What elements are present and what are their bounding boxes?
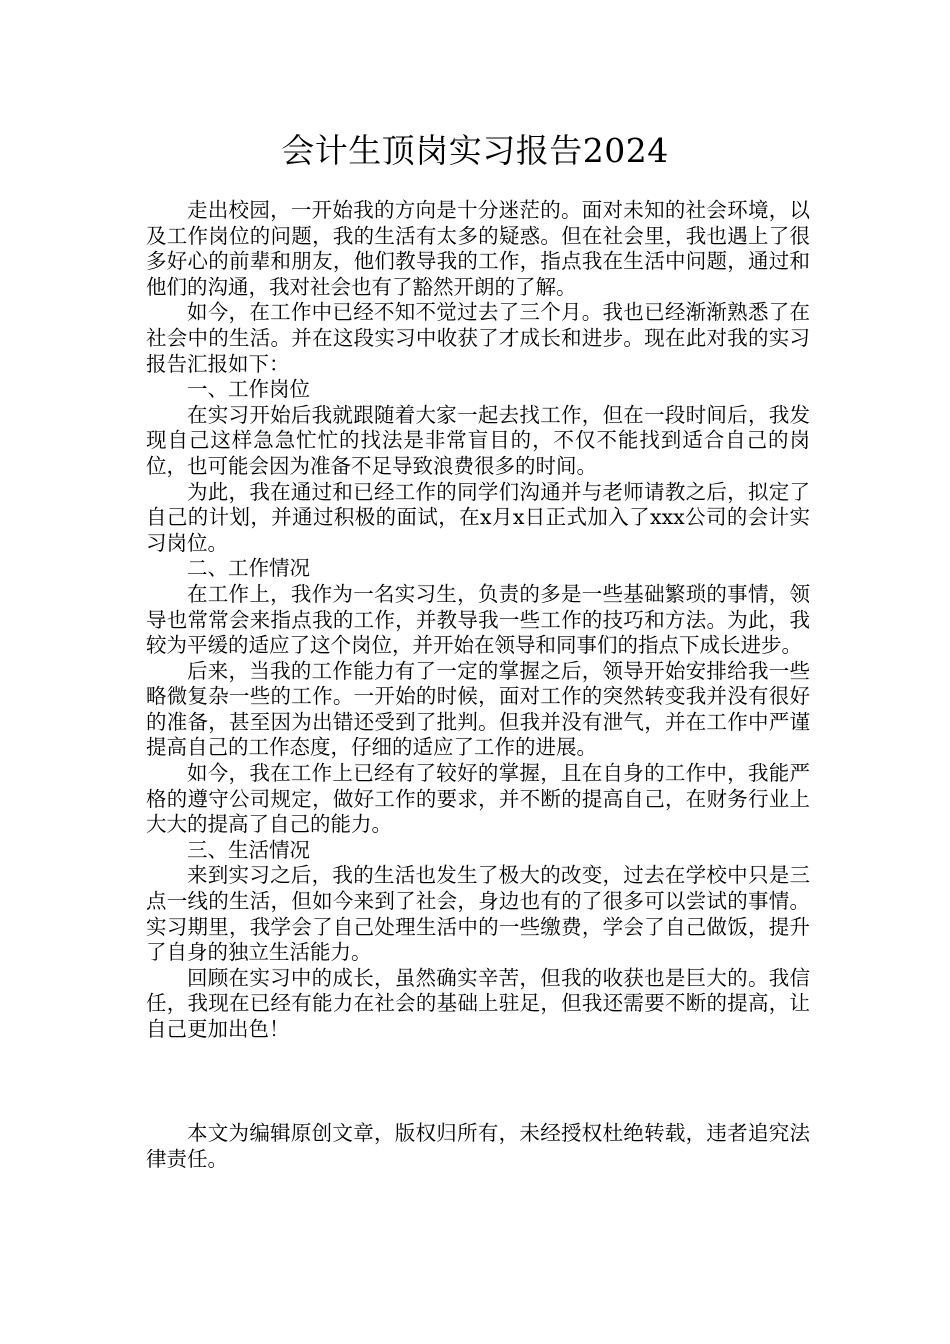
paragraph: 来到实习之后，我的生活也发生了极大的改变，过去在学校中只是三点一线的生活，但如今来到了社会，身边也有的了很多可以尝试的事情。实习期里，我学会了自己处理生活中的一些缴费，学会了自己做饭，提升了自身的独立生活能力。 [146, 863, 810, 965]
section-heading: 一、工作岗位 [187, 377, 310, 402]
copyright-note [146, 1121, 810, 1172]
document-title: 会计生顶岗实习报告2024 [281, 131, 669, 170]
paragraph: 为此，我在通过和已经工作的同学们沟通并与老师请教之后，拟定了自己的计划，并通过积极的面试，在x月x日正式加入了xxx公司的会计实习岗位。 [146, 479, 810, 555]
paragraph: 回顾在实习中的成长，虽然确实辛苦，但我的收获也是巨大的。我信任，我现在已经有能力在社会的基础上驻足，但我还需要不断的提高，让自己更加出色！ [146, 965, 810, 1041]
paragraph: 后来，当我的工作能力有了一定的掌握之后，领导开始安排给我一些略微复杂一些的工作。一开始的时候，面对工作的突然转变我并没有很好的准备，甚至因为出错还受到了批判。但我并没有泄气，并在工作中严谨提高自己的工作态度，仔细的适应了工作的进展。 [146, 658, 810, 760]
document-body [146, 198, 810, 1043]
paragraph: 走出校园，一开始我的方向是十分迷茫的。面对未知的社会环境，以及工作岗位的问题，我的生活有太多的疑惑。但在社会里，我也遇上了很多好心的前辈和朋友，他们教导我的工作，指点我在生活中问题，通过和他们的沟通，我对社会也有了豁然开朗的了解。 [146, 198, 810, 299]
paragraph: 如今，我在工作上已经有了较好的掌握，且在自身的工作中，我能严格的遵守公司规定，做好工作的要求，并不断的提高自己，在财务行业上大大的提高了自己的能力。 [146, 761, 810, 837]
section-heading: 三、生活情况 [187, 837, 310, 862]
paragraph: 如今，在工作中已经不知不觉过去了三个月。我也已经渐渐熟悉了在社会中的生活。并在这段实习中收获了才成长和进步。现在此对我的实习报告汇报如下： [146, 300, 810, 376]
copyright-note-text: 本文为编辑原创文章，版权归所有，未经授权杜绝转载，违者追究法律责任。 [146, 1121, 810, 1171]
paragraph: 在实习开始后我就跟随着大家一起去找工作，但在一段时间后，我发现自己这样急急忙忙的找法是非常盲目的，不仅不能找到适合自己的岗位，也可能会因为准备不足导致浪费很多的时间。 [146, 402, 810, 478]
section-heading: 二、工作情况 [187, 556, 310, 581]
paragraph: 在工作上，我作为一名实习生，负责的多是一些基础繁琐的事情，领导也常常会来指点我的工作，并教导我一些工作的技巧和方法。为此，我较为平缓的适应了这个岗位，并开始在领导和同事们的指点下成长进步。 [146, 581, 810, 658]
